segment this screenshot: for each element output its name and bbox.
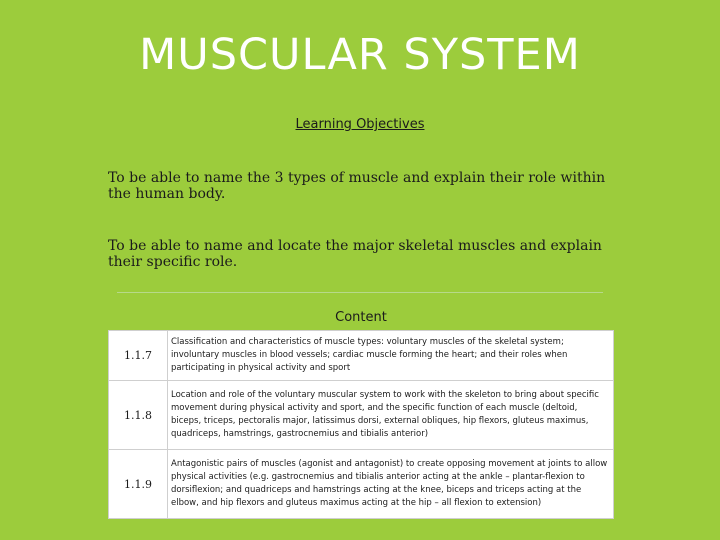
content-table: [108, 330, 614, 519]
table-row: [109, 381, 614, 450]
table-row: [109, 450, 614, 519]
slide-title: MUSCULAR SYSTEM: [139, 30, 581, 80]
learning-objective-2: To be able to name and locate the major skeletal muscles and explain their specific role.: [108, 238, 602, 270]
spec-description: Location and role of the voluntary muscular system to work with the skeleton to bring about specific movement during physical activity and sport, and the specific function of each muscle (deltoid, biceps, triceps, pectoralis major, latissimus dorsi, external obliques, hip flexors, gluteus maximus, quadriceps, hamstrings, gastrocnemius and tibialis anterior): [168, 381, 614, 450]
spec-code: 1.1.9: [109, 450, 168, 519]
table-row: [109, 331, 614, 381]
learning-objectives-heading: Learning Objectives: [295, 117, 425, 132]
content-heading: Content: [335, 310, 387, 325]
spec-code: 1.1.7: [109, 331, 168, 381]
spec-description: Antagonistic pairs of muscles (agonist and antagonist) to create opposing movement at joints to allow physical activities (e.g. gastrocnemius and tibialis anterior acting at the ankle – plantar-flexion to dorsiflexion; and quadriceps and hamstrings acting at the knee, biceps and triceps acting at the elbow, and hip flexors and gluteus maximus acting at the hip – all flexion to extension): [168, 450, 614, 519]
spec-code: 1.1.8: [109, 381, 168, 450]
spec-description: Classification and characteristics of muscle types: voluntary muscles of the skeletal system; involuntary muscles in blood vessels; cardiac muscle forming the heart; and their roles when participating in physical activity and sport: [168, 331, 614, 381]
divider: [117, 292, 603, 293]
learning-objective-1: To be able to name the 3 types of muscle and explain their role within the human body.: [108, 170, 606, 202]
